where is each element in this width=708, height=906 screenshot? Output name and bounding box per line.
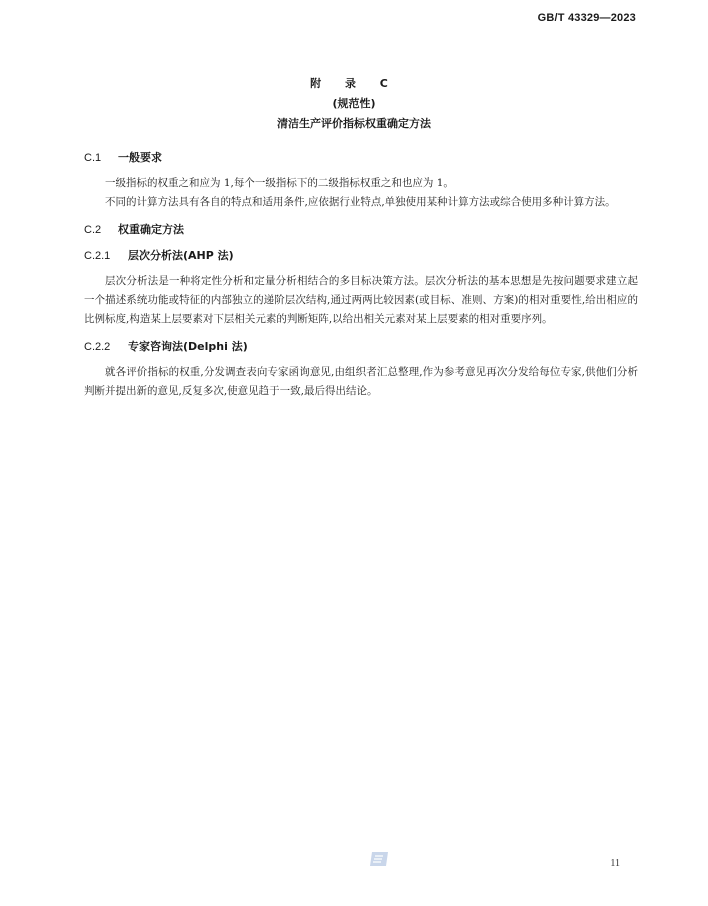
paragraph-c21-1: 层次分析法是一种将定性分析和定量分析相结合的多目标决策方法。层次分析法的基本思想是先按问题要求建立起一个描述系统功能或特征的内部独立的递阶层次结构,通过两两比较因素(或目标、准则、方案)的相对重要性,给出相应的比例标度,构造某上层要素对下层相关元素的判断矩阵,以给出相关元素对某上层要素的相对重要序列。	[84, 275, 638, 325]
paragraph-c1-1: 一级指标的权重之和应为 1,每个一级指标下的二级指标权重之和也应为 1。	[105, 177, 454, 189]
section-title: 一般要求	[118, 151, 162, 164]
section-heading-c1	[84, 150, 638, 166]
annex-type: (规范性)	[332, 97, 376, 110]
standard-code: GB/T 43329—2023	[537, 12, 636, 24]
paragraph-c1-2: 不同的计算方法具有各自的特点和适用条件,应依据行业特点,单独使用某种计算方法或综合使用多种计算方法。	[105, 196, 616, 208]
section-number: C.2.2	[84, 341, 111, 353]
annex-name: 清洁生产评价指标权重确定方法	[277, 117, 431, 130]
section-number: C.2	[84, 224, 102, 236]
annex-header	[0, 74, 708, 134]
section-number: C.2.1	[84, 250, 111, 262]
section-heading-c2	[84, 222, 638, 238]
document-body	[84, 150, 638, 401]
page-number: 11	[610, 858, 620, 869]
section-heading-c22	[84, 339, 638, 355]
section-title: 专家咨询法(Delphi 法)	[128, 340, 248, 353]
section-title: 权重确定方法	[118, 223, 184, 236]
section-heading-c21	[84, 248, 638, 264]
paragraph-c22-1: 就各评价指标的权重,分发调查表向专家函询意见,由组织者汇总整理,作为参考意见再次分发给每位专家,供他们分析判断并提出新的意见,反复多次,使意见趋于一致,最后得出结论。	[84, 366, 638, 397]
section-number: C.1	[84, 152, 102, 164]
annex-title: 附 录 C	[310, 77, 398, 90]
section-title: 层次分析法(AHP 法)	[128, 249, 234, 262]
sac-logo-icon	[369, 850, 391, 868]
